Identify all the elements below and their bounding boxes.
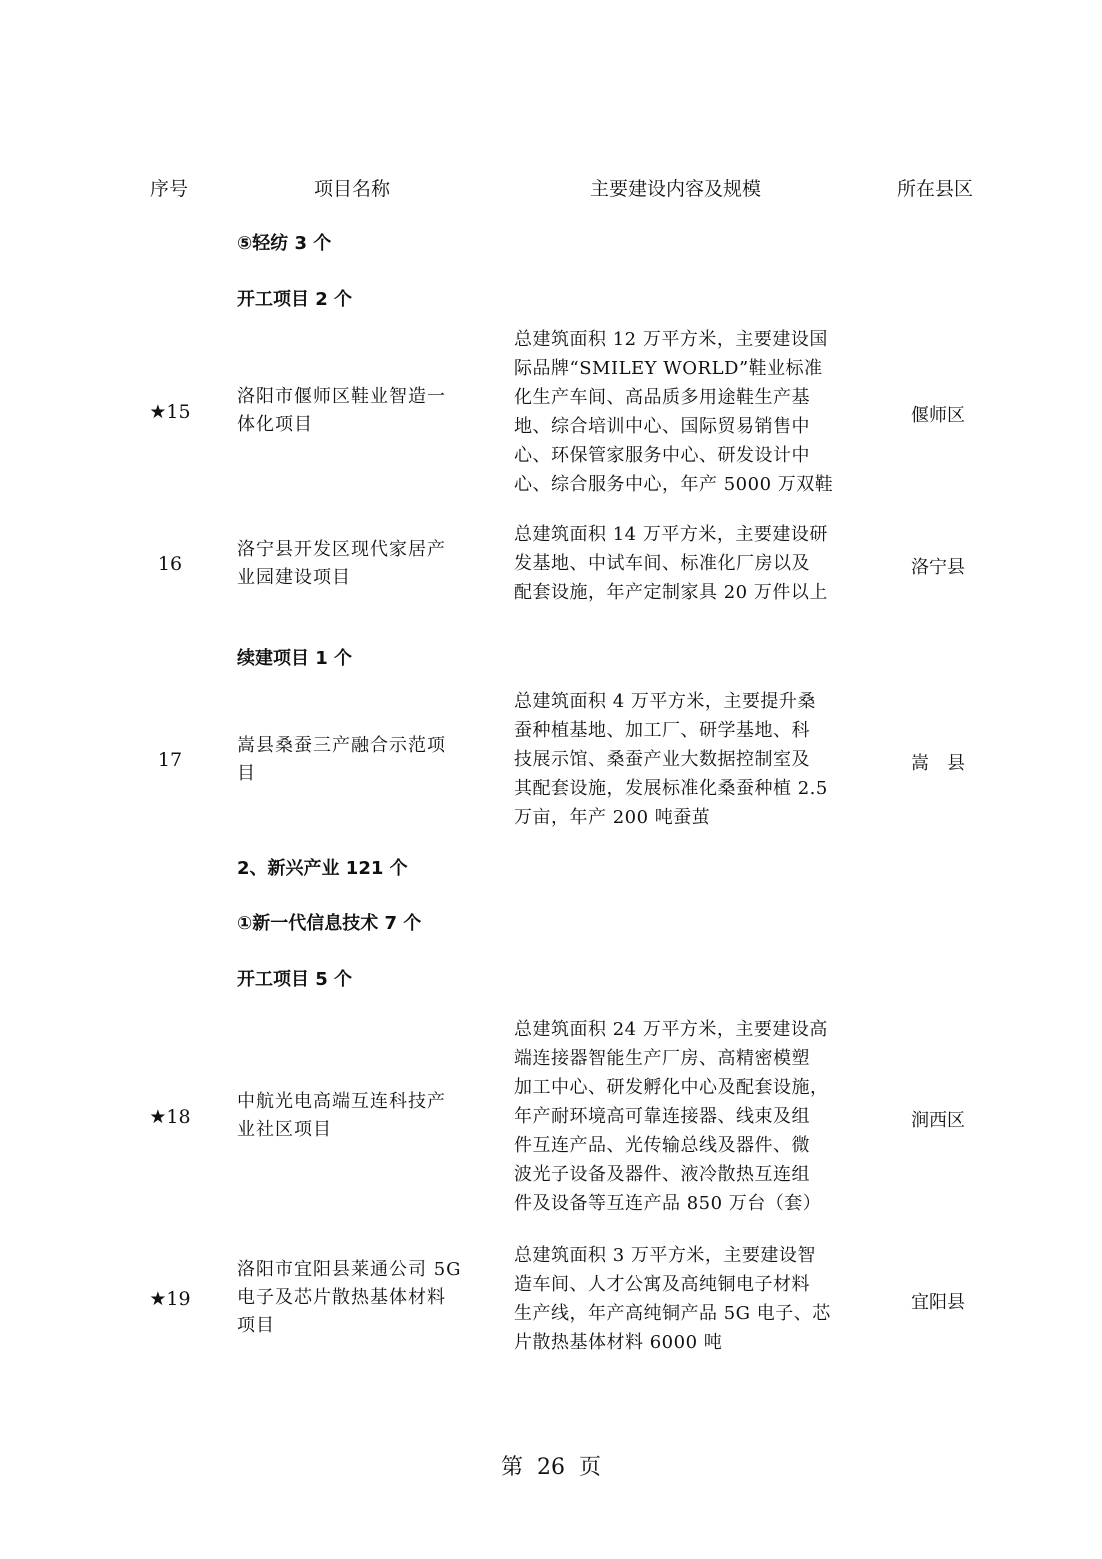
project-name-line: 洛阳市偃师区鞋业智造一 <box>237 386 446 407</box>
content-line: 配套设施，年产定制家具 20 万件以上 <box>514 582 828 603</box>
project-name-line: 嵩县桑蚕三产融合示范项 <box>237 735 446 756</box>
project-content <box>514 1015 854 1218</box>
project-county: 涧西区 <box>911 1110 965 1131</box>
project-county: 洛宁县 <box>911 557 965 578</box>
project-name-line: 体化项目 <box>237 414 313 435</box>
section-emerging-industries: 2、新兴产业 121 个 <box>237 858 408 879</box>
project-content <box>514 687 854 832</box>
content-line: 加工中心、研发孵化中心及配套设施， <box>514 1077 829 1098</box>
content-line: 片散热基体材料 6000 吨 <box>514 1332 723 1353</box>
project-name-line: 项目 <box>237 1315 275 1336</box>
content-line: 万亩，年产 200 吨蚕茧 <box>514 807 711 828</box>
content-line: 其配套设施，发展标准化桑蚕种植 2.5 <box>514 778 828 799</box>
project-content <box>514 520 854 607</box>
content-line: 总建筑面积 3 万平方米，主要建设智 <box>514 1245 816 1266</box>
content-line: 心、环保管家服务中心、研发设计中 <box>514 445 810 466</box>
project-name-line: 目 <box>237 763 256 784</box>
section-new-it: ①新一代信息技术 7 个 <box>237 913 422 934</box>
project-county: 宜阳县 <box>911 1292 965 1313</box>
project-content <box>514 1241 854 1357</box>
project-name-line: 业园建设项目 <box>237 567 351 588</box>
content-line: 际品牌“SMILEY WORLD”鞋业标准 <box>514 358 823 379</box>
project-name <box>237 732 482 788</box>
content-line: 技展示馆、桑蚕产业大数据控制室及 <box>514 749 810 770</box>
section-start-projects: 开工项目 5 个 <box>237 969 353 990</box>
content-line: 心、综合服务中心，年产 5000 万双鞋 <box>514 474 834 495</box>
content-line: 总建筑面积 24 万平方米，主要建设高 <box>514 1019 828 1040</box>
row-number: 17 <box>157 749 183 771</box>
content-line: 化生产车间、高品质多用途鞋生产基 <box>514 387 810 408</box>
project-county: 嵩 县 <box>911 753 965 774</box>
project-name <box>237 536 482 592</box>
content-line: 端连接器智能生产厂房、高精密模塑 <box>514 1048 810 1069</box>
project-name-line: 业社区项目 <box>237 1119 332 1140</box>
section-continuing-projects: 续建项目 1 个 <box>237 648 353 669</box>
project-name <box>237 1256 482 1340</box>
content-line: 年产耐环境高可靠连接器、线束及组 <box>514 1106 810 1127</box>
project-county: 偃师区 <box>911 405 965 426</box>
row-number: 16 <box>157 553 183 575</box>
project-name-line: 中航光电高端互连科技产 <box>237 1091 446 1112</box>
project-content <box>514 325 854 499</box>
project-name-line: 洛阳市宜阳县莱通公司 5G <box>237 1259 462 1280</box>
row-number: ★18 <box>149 1106 191 1128</box>
content-line: 总建筑面积 14 万平方米，主要建设研 <box>514 524 828 545</box>
content-line: 造车间、人才公寓及高纯铜电子材料 <box>514 1274 810 1295</box>
content-line: 件互连产品、光传输总线及器件、微 <box>514 1135 810 1156</box>
header-name: 项目名称 <box>314 178 391 200</box>
project-name <box>237 383 482 439</box>
section-light-textile: ⑤轻纺 3 个 <box>237 233 332 254</box>
header-county: 所在县区 <box>897 178 974 200</box>
project-name-line: 电子及芯片散热基体材料 <box>237 1287 446 1308</box>
content-line: 地、综合培训中心、国际贸易销售中 <box>514 416 810 437</box>
content-line: 件及设备等互连产品 850 万台（套） <box>514 1193 822 1214</box>
content-line: 生产线，年产高纯铜产品 5G 电子、芯 <box>514 1303 831 1324</box>
content-line: 发基地、中试车间、标准化厂房以及 <box>514 553 810 574</box>
header-no: 序号 <box>150 178 189 200</box>
project-name-line: 洛宁县开发区现代家居产 <box>237 539 446 560</box>
project-name <box>237 1088 482 1144</box>
content-line: 总建筑面积 12 万平方米，主要建设国 <box>514 329 828 350</box>
row-number: ★15 <box>149 401 191 423</box>
row-number: ★19 <box>149 1288 191 1310</box>
content-line: 总建筑面积 4 万平方米，主要提升桑 <box>514 691 816 712</box>
content-line: 蚕种植基地、加工厂、研学基地、科 <box>514 720 810 741</box>
page-number: 第 26 页 <box>501 1455 601 1480</box>
section-start-projects: 开工项目 2 个 <box>237 289 353 310</box>
content-line: 波光子设备及器件、液冷散热互连组 <box>514 1164 810 1185</box>
header-content: 主要建设内容及规模 <box>590 178 762 200</box>
